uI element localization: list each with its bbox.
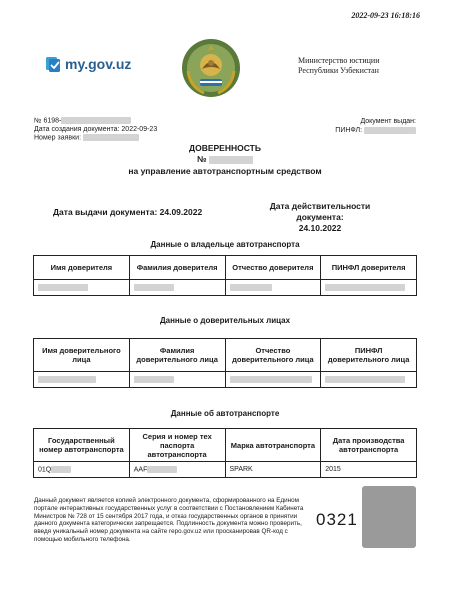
vehicle-header-passport: Серия и номер тех паспорта автотранспорта <box>129 429 225 462</box>
issued-to-label: Документ выдан: <box>360 118 416 125</box>
vehicle-table <box>33 428 417 478</box>
document-number <box>34 117 157 126</box>
redacted-value <box>38 376 96 383</box>
vehicle-brand-cell: SPARK <box>225 462 321 478</box>
trustee-section-title: Данные о доверительных лицах <box>159 316 291 325</box>
plate-prefix: 01Q <box>38 466 52 474</box>
redacted-number <box>61 117 131 124</box>
redacted-value <box>230 284 272 291</box>
trustee-header-patronymic: Отчество доверительного лица <box>225 339 321 372</box>
document-subtitle: на управление автотранспортным средством <box>128 166 322 176</box>
document-number-title <box>0 154 450 164</box>
logo-text: my.gov.uz <box>65 56 132 72</box>
owner-header-patronymic: Отчество доверителя <box>225 256 321 280</box>
mygov-logo-icon <box>45 55 61 73</box>
trustee-table-header <box>34 339 417 372</box>
validity-date <box>245 201 395 234</box>
issue-date: Дата выдачи документа: 24.09.2022 <box>53 207 203 217</box>
ministry-line-1: Министерство юстиции <box>298 56 380 65</box>
owner-patronymic-cell <box>225 280 321 296</box>
redacted-title-number <box>209 156 253 164</box>
trustee-first-name-cell <box>34 372 130 388</box>
owner-first-name-cell <box>34 280 130 296</box>
trustee-table <box>33 338 417 388</box>
trustee-pinfl-cell <box>321 372 417 388</box>
trustee-last-name-cell <box>129 372 225 388</box>
vehicle-passport-cell <box>129 462 225 478</box>
redacted-pinfl <box>364 127 416 134</box>
ministry-line-2: Республики Узбекистан <box>298 66 379 75</box>
vehicle-year-cell: 2015 <box>321 462 417 478</box>
vehicle-table-header <box>34 429 417 462</box>
redacted-value <box>38 284 88 291</box>
pinfl-line <box>335 126 416 135</box>
owner-header-pinfl: ПИНФЛ доверителя <box>321 256 417 280</box>
timestamp: 2022-09-23 16:18:16 <box>351 11 420 20</box>
vehicle-header-year: Дата производства автотранспорта <box>321 429 417 462</box>
verification-code: 0321 <box>316 510 358 529</box>
redacted-request-number <box>83 134 139 141</box>
table-row <box>34 372 417 388</box>
owner-table-header <box>34 256 417 280</box>
vehicle-section-title: Данные об автотранспорте <box>170 409 280 418</box>
redacted-value <box>134 284 174 291</box>
owner-table <box>33 255 417 296</box>
document-number-prefix: № 6198- <box>34 117 62 125</box>
table-row <box>34 462 417 478</box>
state-emblem-icon <box>180 37 242 99</box>
legal-disclaimer: Данный документ является копией электронного документа, сформированного на Едином портале интерактивных государственных услуг в соответствии с Постановлением Кабинета Министров № 728 от 15 сентября 2017 года, и отказ государственных органов в принятии данного документа категорически запрещается. Подлинность документа можно проверить, введя уникальный номер документа на сайте repo.gov.uz или просканировав QR-код с помощью мобильного телефона. <box>34 497 304 543</box>
request-number <box>34 134 157 143</box>
vehicle-header-brand: Марка автотранспорта <box>225 429 321 462</box>
pinfl-label: ПИНФЛ: <box>335 127 363 134</box>
trustee-header-last-name: Фамилия доверительного лица <box>129 339 225 372</box>
vehicle-plate-cell <box>34 462 130 478</box>
owner-pinfl-cell <box>321 280 417 296</box>
request-number-label: Номер заявки: <box>34 134 82 142</box>
redacted-value <box>147 466 177 473</box>
vehicle-header-plate: Государственный номер автотранспорта <box>34 429 130 462</box>
document-meta <box>34 117 157 143</box>
mygov-logo[interactable] <box>45 55 131 73</box>
passport-prefix: AAF <box>133 466 148 474</box>
trustee-patronymic-cell <box>225 372 321 388</box>
trustee-header-first-name: Имя доверительного лица <box>34 339 130 372</box>
owner-last-name-cell <box>129 280 225 296</box>
owner-header-first-name: Имя доверителя <box>34 256 130 280</box>
qr-code[interactable] <box>362 486 416 548</box>
document-title: ДОВЕРЕННОСТЬ <box>189 143 261 153</box>
ministry-name <box>298 56 379 76</box>
redacted-value <box>325 284 405 291</box>
creation-date: Дата создания документа: 2022-09-23 <box>34 125 158 133</box>
number-sign: № <box>197 154 207 164</box>
owner-section-title: Данные о владельце автотранспорта <box>150 240 300 249</box>
redacted-value <box>325 376 405 383</box>
table-row <box>34 280 417 296</box>
owner-header-last-name: Фамилия доверителя <box>129 256 225 280</box>
trustee-header-pinfl: ПИНФЛ доверительного лица <box>321 339 417 372</box>
redacted-value <box>230 376 312 383</box>
issued-to-block <box>335 117 416 135</box>
validity-value: 24.10.2022 <box>298 223 342 233</box>
validity-label: Дата действительности документа: <box>269 201 371 222</box>
redacted-value <box>51 466 71 473</box>
redacted-value <box>134 376 174 383</box>
